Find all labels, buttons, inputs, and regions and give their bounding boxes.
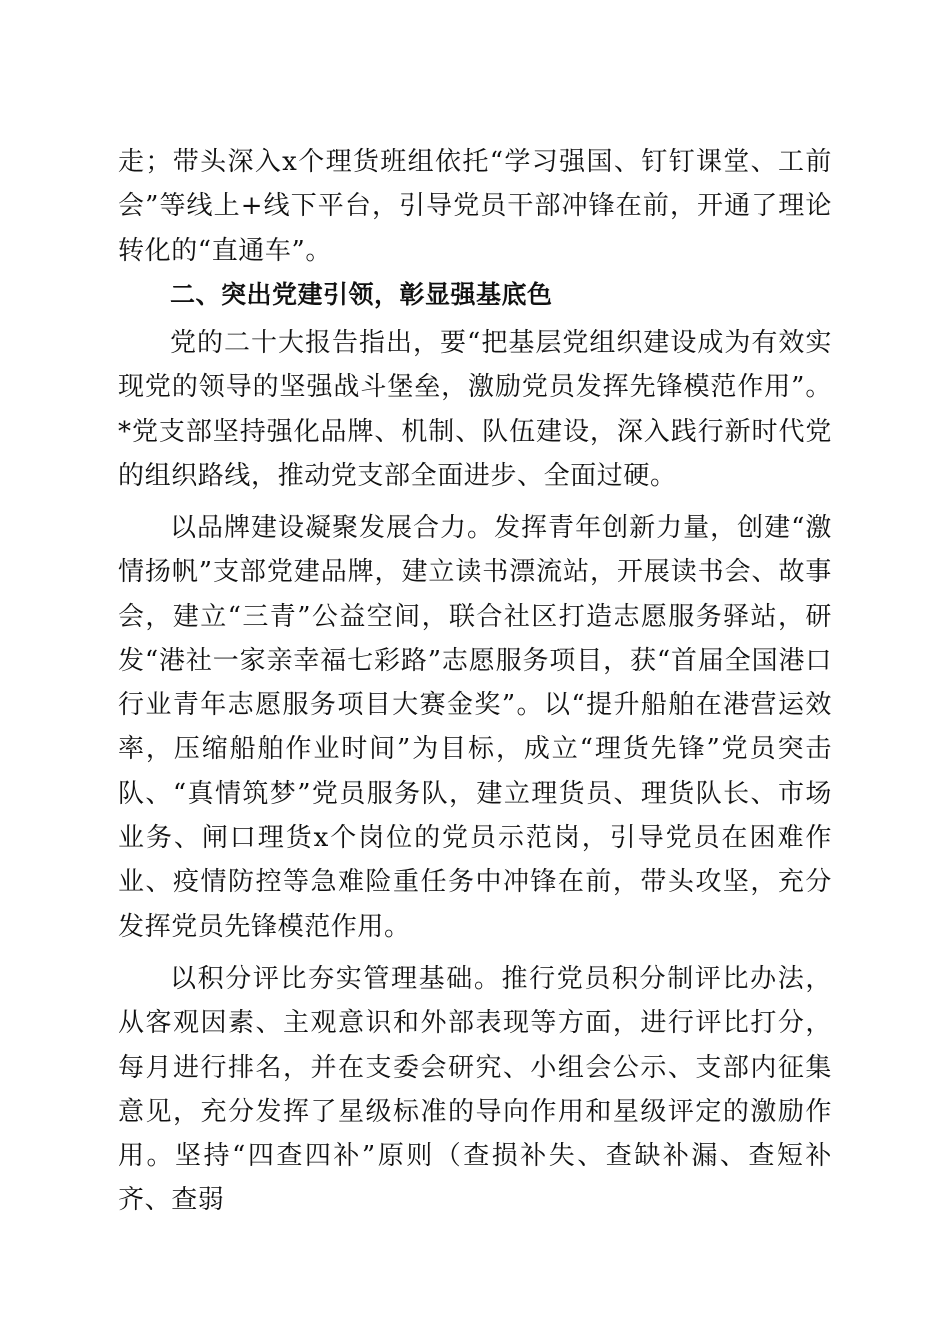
section-heading: 二、突出党建引领，彰显强基底色 — [170, 280, 553, 309]
paragraph-brand-building: 以品牌建设凝聚发展合力。发挥青年创新力量，创建“激情扬帆”支部党建品牌，建立读书漂流站，开展读书会、故事会，建立“三青”公益空间，联合社区打造志愿服务驿站，研发“港社一家亲幸福七彩路”志愿服务项目，获“首届全国港口行业青年志愿服务项目大赛金奖”。以“提升船舶在港营运效率，压缩船舶作业时间”为目标，成立“理货先锋”党员突击队、“真情筑梦”党员服务队，建立理货员、理货队长、市场业务、闸口理货x个岗位的党员示范岗，引导党员在困难作业、疫情防控等急难险重任务中冲锋在前，带头攻坚，充分发挥党员先锋模范作用。 — [118, 513, 832, 942]
paragraph-continuation: 走；带头深入x个理货班组依托“学习强国、钉钉课堂、工前会”等线上+线下平台，引导党员干部冲锋在前，开通了理论转化的“直通车”。 — [118, 147, 832, 266]
paragraph-intro: 党的二十大报告指出，要“把基层党组织建设成为有效实现党的领导的坚强战斗堡垒，激励党员发挥先锋模范作用”。*党支部坚持强化品牌、机制、队伍建设，深入践行新时代党的组织路线，推动党支部全面进步、全面过硬。 — [118, 328, 832, 491]
paragraph-points-evaluation: 以积分评比夯实管理基础。推行党员积分制评比办法，从客观因素、主观意识和外部表现等方面，进行评比打分，每月进行排名，并在支委会研究、小组会公示、支部内征集意见，充分发挥了星级标准的导向作用和星级评定的激励作用。坚持“四查四补”原则（查损补失、查缺补漏、查短补齐、查弱 — [118, 964, 832, 1216]
